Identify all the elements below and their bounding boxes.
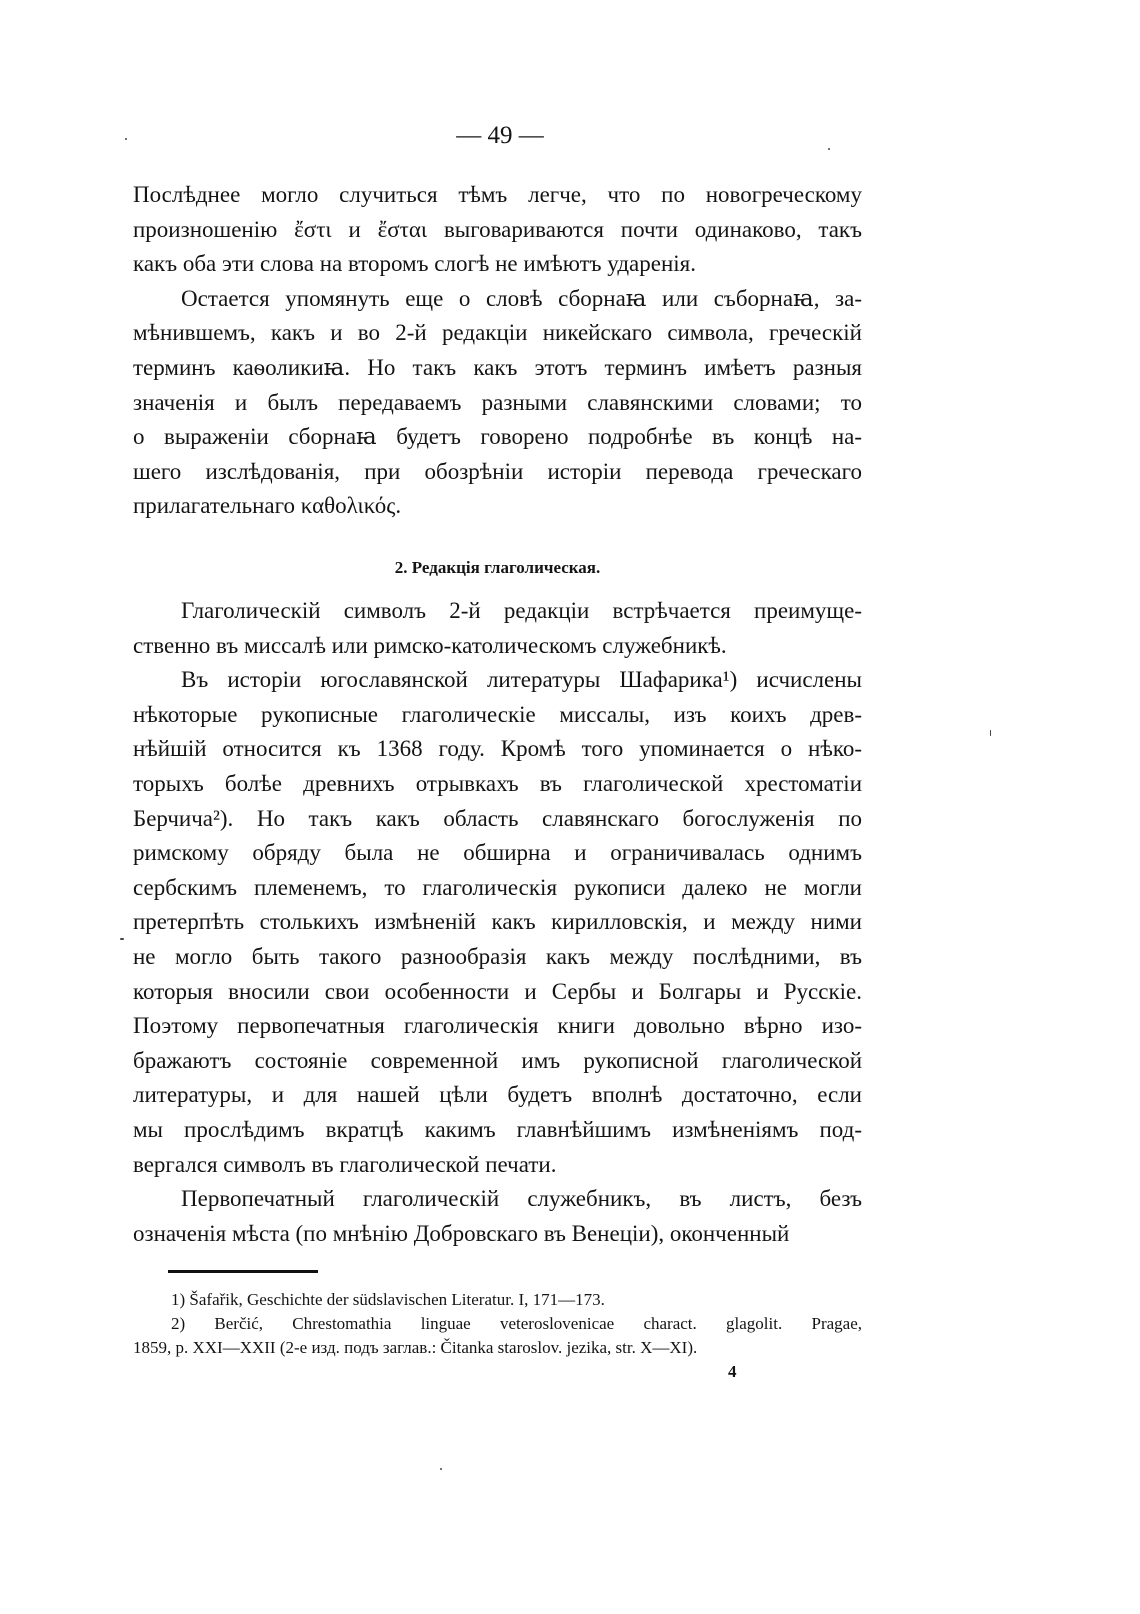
paragraph — [133, 178, 862, 282]
text-line: шего изслѣдованія, при обозрѣніи исторіи перевода греческаго — [133, 458, 862, 484]
text-line: означенія мѣста (по мнѣнію Добровскаго въ Венеціи), оконченный — [133, 1220, 790, 1246]
text-line: Послѣднее могло случиться тѣмъ легче, что по новогреческому — [133, 182, 862, 207]
paragraph — [133, 1288, 862, 1312]
text-line: нѣйшій относится къ 1368 году. Кромѣ того упоминается о нѣко- — [133, 736, 862, 762]
text-line: Первопечатный глаголическій служебникъ, въ листъ, безъ — [181, 1186, 862, 1212]
text-line: Берчича²). Но такъ какъ область славянскаго богослуженія по — [133, 805, 862, 831]
text-line: значенія и былъ передаваемъ разными славянскими словами; то — [133, 389, 862, 415]
text-line: бражаютъ состояніе современной имъ рукописной глаголической — [133, 1047, 862, 1073]
body-text-top — [133, 178, 862, 524]
text-line: ственно въ миссалѣ или римско-католическомъ служебникѣ. — [133, 632, 727, 658]
text-line: нѣкоторые рукописные глаголическіе миссалы, изъ коихъ древ- — [133, 701, 862, 727]
text-line: мѣнившемъ, какъ и во 2-й редакціи никейскаго символа, греческій — [133, 320, 862, 346]
text-line: Глаголическій символъ 2-й редакціи встрѣчается преимуще- — [181, 598, 862, 623]
scan-speck — [990, 730, 991, 736]
scan-speck — [120, 938, 124, 940]
text-line: претерпѣть столькихъ измѣненій какъ кирилловскія, и между ними — [133, 909, 862, 935]
paragraph — [133, 282, 862, 524]
paragraph — [133, 1182, 862, 1251]
scan-speck — [440, 1468, 442, 1470]
text-line: сербскимъ племенемъ, то глаголическія рукописи далеко не могли — [133, 874, 862, 900]
text-line: вергался символъ въ глаголической печати. — [133, 1151, 557, 1177]
body-text-main — [133, 594, 862, 1251]
page-number: — 49 — — [456, 122, 544, 149]
text-line: 2) Berčić, Chrestomathia linguae veteroslovenicae charact. glagolit. Pragae, — [171, 1314, 862, 1333]
footnotes — [133, 1288, 862, 1360]
text-line: 1859, p. XXI—XXII (2-е изд. подъ заглав.: Čitanka staroslov. jezika, str. X—XI). — [133, 1338, 698, 1357]
text-line: прилагательнаго καθολικός. — [133, 493, 402, 519]
scan-speck — [828, 148, 830, 150]
text-line: терминъ каѳоликиꙗ. Но такъ какъ этотъ терминъ имѣетъ разныя — [133, 354, 862, 380]
signature-mark: 4 — [728, 1362, 737, 1381]
paragraph — [133, 663, 862, 1182]
text-line: Остается упомянуть еще о словѣ сборнаꙗ или съборнаꙗ, за- — [181, 285, 862, 311]
text-line: 1) Šafařik, Geschichte der südslavischen Literatur. I, 171—173. — [171, 1290, 605, 1309]
footnote-rule — [168, 1270, 318, 1273]
text-line: не могло быть такого разнообразія какъ между послѣдними, въ — [133, 943, 862, 969]
text-line: мы прослѣдимъ вкратцѣ какимъ главнѣйшимъ измѣненіямъ под- — [133, 1116, 862, 1142]
paragraph — [133, 1312, 862, 1360]
scan-speck — [125, 138, 127, 140]
text-line: торыхъ болѣе древнихъ отрывкахъ въ глаголической хрестоматіи — [133, 770, 862, 796]
text-line: Въ исторіи югославянской литературы Шафарика¹) исчислены — [181, 667, 862, 693]
section-heading: 2. Редакція глаголическая. — [394, 558, 601, 577]
paragraph — [133, 594, 862, 663]
text-line: какъ оба эти слова на второмъ слогѣ не имѣютъ ударенія. — [133, 251, 697, 277]
text-line: римскому обряду была не обширна и ограничивалась однимъ — [133, 840, 862, 866]
text-line: произношенію ἔστι и ἔσται выговариваются почти одинаково, такъ — [133, 216, 862, 242]
text-line: литературы, и для нашей цѣли будетъ вполнѣ достаточно, если — [133, 1082, 862, 1108]
text-line: о выраженіи сборнаꙗ будетъ говорено подробнѣе въ концѣ на- — [133, 424, 862, 450]
text-line: которыя вносили свои особенности и Сербы и Болгары и Русскіе. — [133, 978, 862, 1004]
text-line: Поэтому первопечатныя глаголическія книги довольно вѣрно изо- — [133, 1013, 862, 1039]
